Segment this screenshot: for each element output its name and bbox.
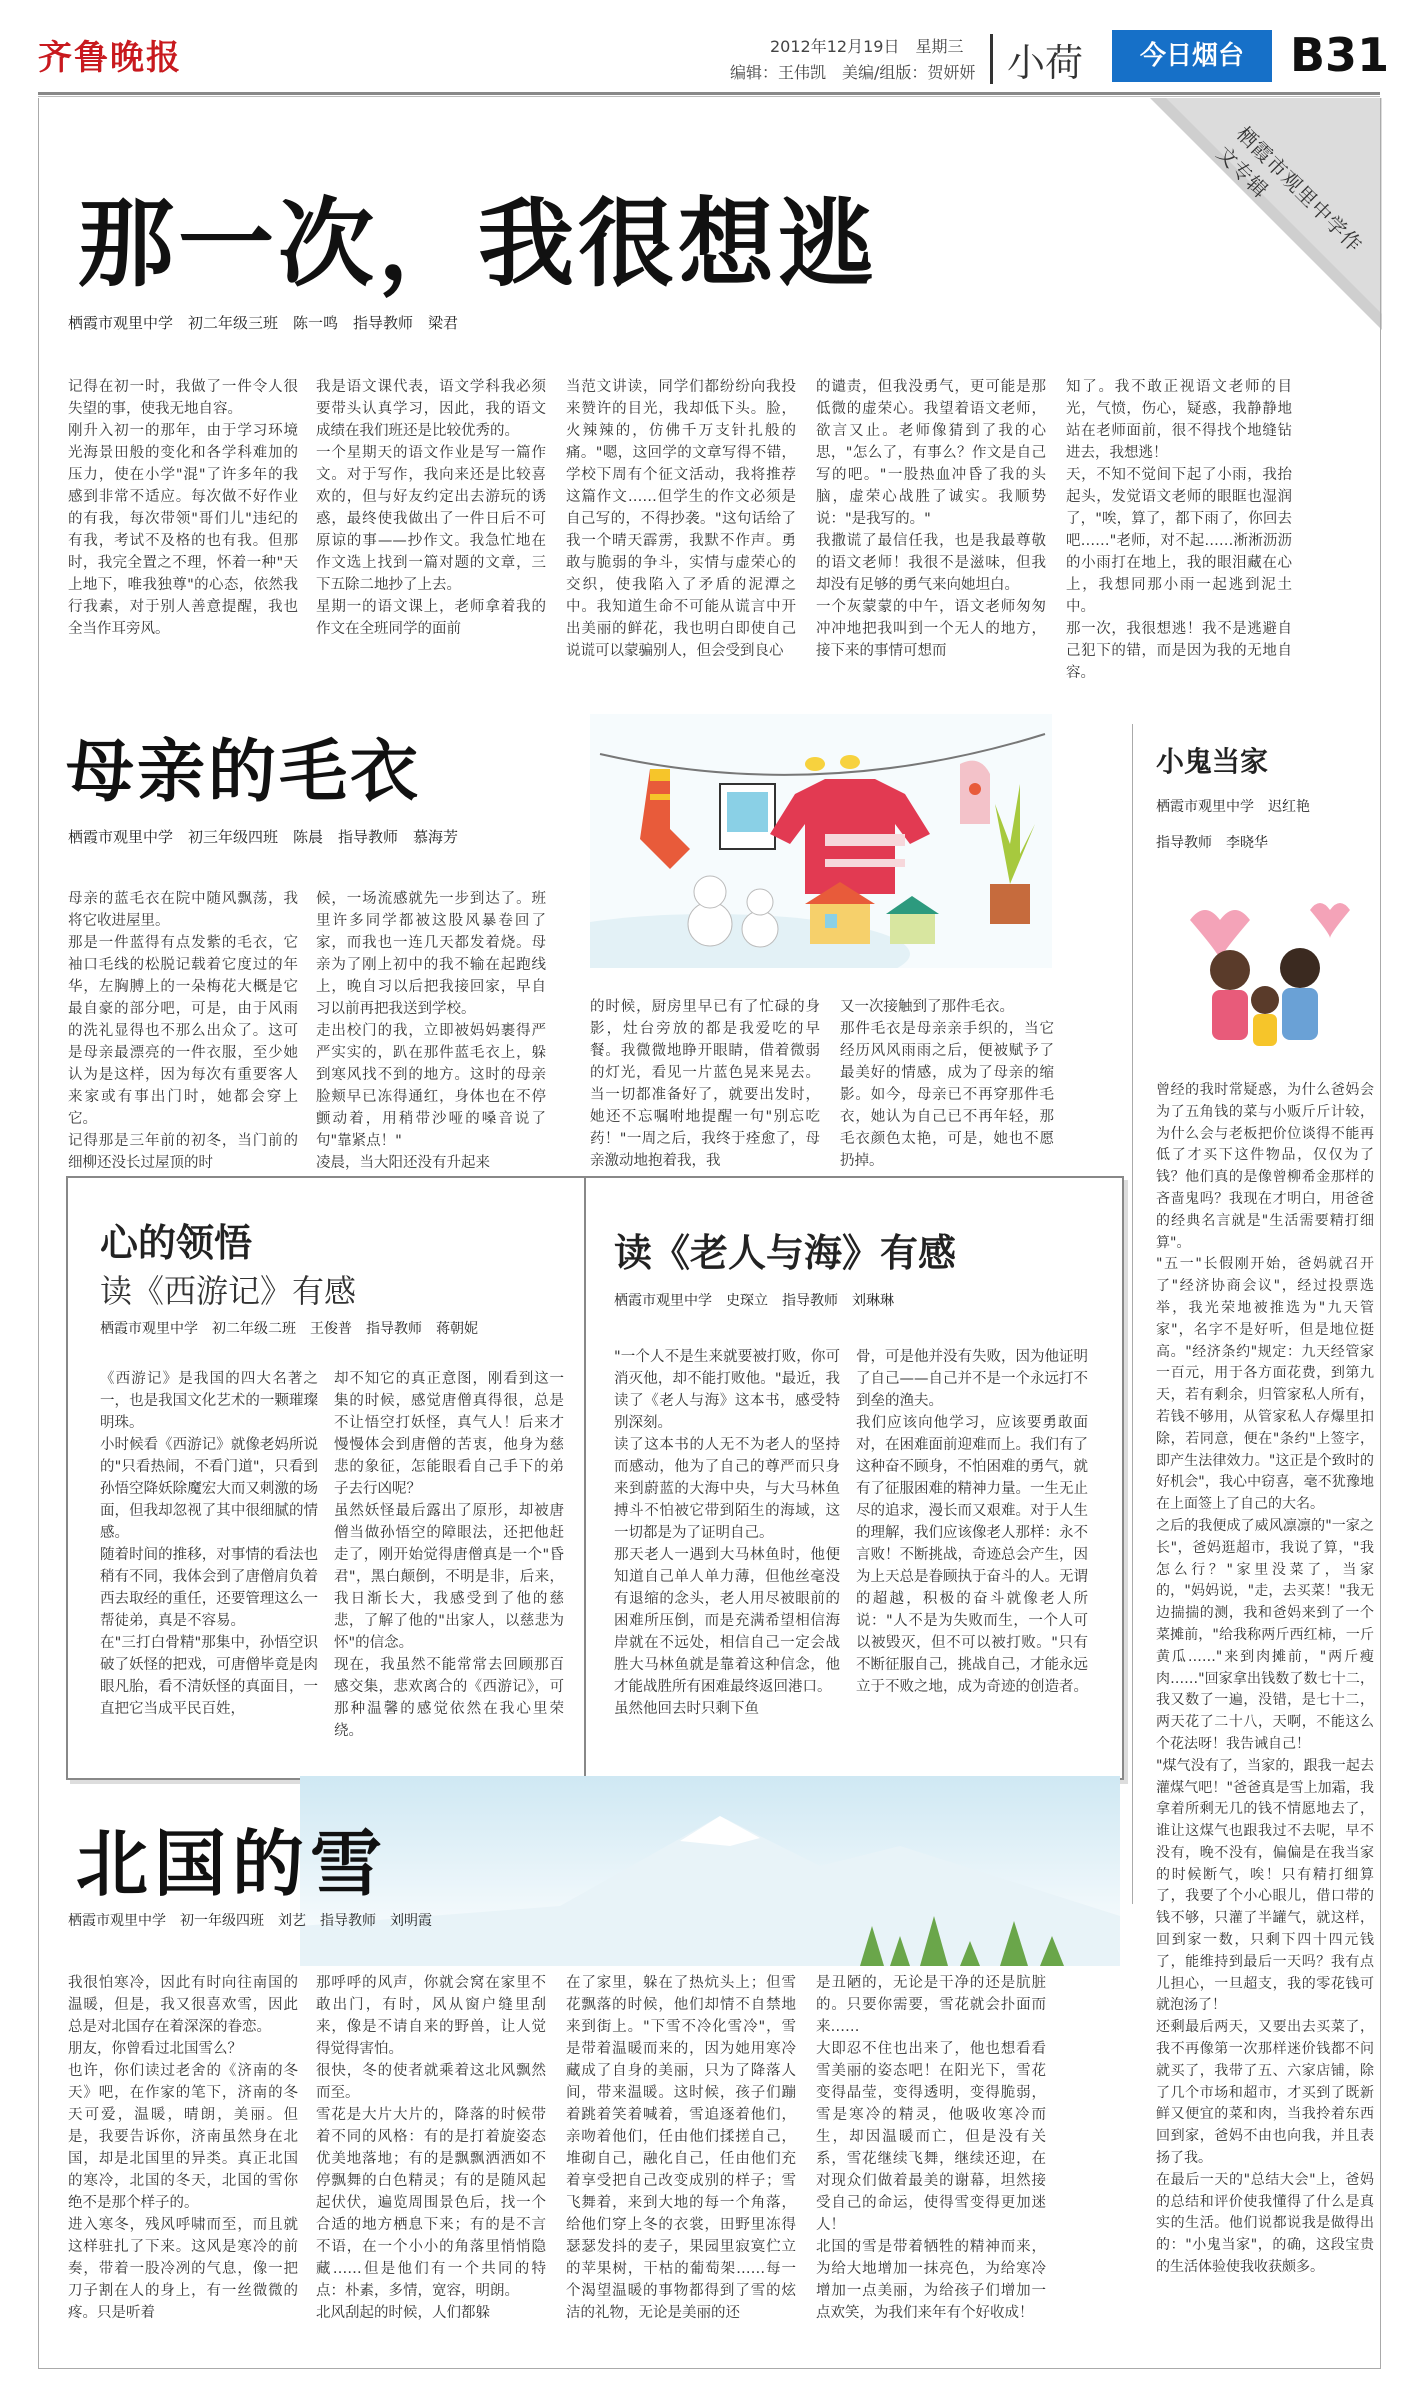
issue-date: 2012年12月19日 星期三 <box>770 37 964 56</box>
article-byline-teacher: 指导教师 李晓华 <box>1156 835 1268 851</box>
article-title: 北国的雪 <box>76 1821 389 1906</box>
page-border-right <box>1380 98 1381 2368</box>
article-column: 又一次接触到了那件毛衣。 那件毛衣是母亲亲手织的，当它经历风风雨雨之后，便被赋予了最美好的情感，成为了母亲的缩影。如今，母亲已不再穿那件毛衣，她认为自己已不再年轻，那毛衣颜色太艳，可是，她也不愿扔掉。 <box>840 999 1054 1169</box>
page-border-bottom <box>38 2368 1381 2369</box>
article-byline: 栖霞市观里中学 初一年级四班 刘艺 指导教师 刘明霞 <box>68 1913 432 1929</box>
mitten-icon <box>960 761 990 824</box>
article-column: 的谴责，但我没勇气，更可能是那低微的虚荣心。我望着语文老师，欲言又止。老师像猜到了我的心思，"怎么了，有事么？作文是自己写的吧。"一股热血冲昏了我的头脑，虚荣心战胜了诚实。我顺势说："是我写的。" 我撒谎了最信任我，也是我最尊敬的语文老师！我很不是滋味，但我却没有足够的勇气来向她坦白。 一个灰蒙蒙的中午，语文老师匆匆冲冲地把我叫到一个无人的地方，接下来的事情可想而 <box>816 379 1046 659</box>
article-column: 我很怕寒冷，因此有时向往南国的温暖，但是，我又很喜欢雪，因此总是对北国存在着深深的眷恋。 朋友，你曾看过北国雪么？ 也许，你们读过老舍的《济南的冬天》吧，在作家的笔下，济南的冬天可爱，温暖，晴朗，美丽。但是，我要告诉你，济南虽然身在北国，却是北国里的异类。真正北国的寒冷，北国的冬天，北国的雪你绝不是那个样子的。 进入寒冬，残风呼啸而至，而且就这样驻扎了下来。这风是寒冷的前奏，带着一股冷冽的气息，像一把刀子割在人的身上，有一丝微微的疼。只是听着 <box>68 1975 298 2321</box>
header-divider <box>990 34 993 84</box>
article-byline: 栖霞市观里中学 迟红艳 <box>1156 799 1310 815</box>
article-title: 心的领悟 <box>100 1221 253 1265</box>
article-byline: 栖霞市观里中学 初二年级三班 陈一鸣 指导教师 梁君 <box>68 314 459 332</box>
header-rule-thin <box>38 96 1380 97</box>
photo-icon <box>720 784 775 849</box>
article-column: "一个人不是生来就要被打败，你可消灭他，却不能打败他。"最近，我读了《老人与海》这本书，感受特别深刻。 读了这本书的人无不为老人的坚持而感动，他为了自己的尊严而只身来到蔚蓝的大海中央，与大马林鱼搏斗不怕被它带到陌生的海域，这一切都是为了证明自己。 那天老人一遇到大马林鱼时，他便知道自己单人单力薄，但他丝毫没有退缩的念头，老人用尽被眼前的困难所压倒，而是充满希望相信海岸就在不远处，相信自己一定会战胜大马林鱼就是靠着这种信念，他才能战胜所有困难最终返回港口。 虽然他回去时只剩下鱼 <box>614 1349 840 1717</box>
article-column: 知了。我不敢正视语文老师的目光，气愤，伤心，疑惑，我静静地站在老师面前，很不得找个地缝钻进去，我想逃！ 天，不知不觉间下起了小雨，我抬起头，发觉语文老师的眼眶也湿润了，"唉，算了，都下雨了，你回去吧……"老师，对不起……淅淅沥沥的小雨打在地上，我的眼泪藏在心上，我想同那小雨一起逃到泥土中。 那一次，我很想逃！我不是逃避自己犯下的错，而是因为我的无地自容。 <box>1066 379 1292 681</box>
page-border-left <box>38 98 39 2368</box>
article-column: 《西游记》是我国的四大名著之一，也是我国文化艺术的一颗璀璨明珠。 小时候看《西游记》就像老妈所说的"只看热闹，不看门道"，只看到孙悟空降妖除魔宏大而又刺激的场面，但我却忽视了其中很细腻的情感。 随着时间的推移，对事情的看法也稍有不同，我体会到了唐僧肩负着西去取经的重任，还要管理这么一帮徒弟，真是不容易。 在"三打白骨精"那集中，孙悟空识破了妖怪的把戏，可唐僧毕竟是肉眼凡胎，看不清妖怪的真面目，一直把它当成平民百姓， <box>100 1371 318 1717</box>
article-column: 记得在初一时，我做了一件令人很失望的事，使我无地自容。 刚升入初一的那年，由于学习环境光海景田般的变化和各学科难加的压力，使在小学"混"了许多年的我感到非常不适应。每次做不好作业的有我，每次带领"哥们儿"违纪的有我，考试不及格的也有我。但那时，我完全置之不理，怀着一种"天上地下，唯我独尊"的心态，依然我行我素，对于别人善意提醒，我也全当作耳旁风。 <box>68 379 298 637</box>
masthead-logo: 齐鲁晚报 <box>38 38 182 78</box>
article-column: 在了家里，躲在了热炕头上；但雪花飘落的时候，他们却情不自禁地来到街上。"下雪不冷化雪冷"，雪是带着温暖而来的，因为她用寒冷藏成了自身的美丽，只为了降落人间，带来温暖。这时候，孩子们蹦着跳着笑着喊着，雪追逐着他们，亲吻着他们，任由他们揉搓自己，堆砌自己，融化自己，任由他们充着享受把自己改变成别的样子；雪飞舞着，来到大地的每一个角落，给他们穿上冬的衣裳，田野里冻得瑟瑟发抖的麦子，果园里寂寞伫立的苹果树，干枯的葡萄架……每一个渴望温暖的事物都得到了雪的炫洁的礼物，无论是美丽的还 <box>566 1975 796 2321</box>
family-illustration <box>1160 880 1370 1060</box>
editor-credits: 编辑：王伟凯 美编/组版：贺妍妍 <box>730 63 976 82</box>
section-name: 小荷 <box>1007 41 1084 85</box>
winter-landscape-illustration <box>300 1776 1120 1966</box>
header-rule <box>38 92 1380 95</box>
article-column: 却不知它的真正意图，刚看到这一集的时候，感觉唐僧真得很，总是不让悟空打妖怪，真气人！后来才慢慢体会到唐僧的苦衷，他身为慈悲的象征，怎能眼看自己手下的弟子去行凶呢？ 虽然妖怪最后露出了原形，却被唐僧当做孙悟空的障眼法，还把他赶走了，刚开始觉得唐僧真是一个"昏君"，黑白颠倒，不明是非，后来，我日渐长大，我感受到了他的慈悲，了解了他的"出家人，以慈悲为怀"的信念。 现在，我虽然不能常常去回顾那百感交集，悲欢离合的《西游记》，可那种温馨的感觉依然在我心里荣绕。 <box>334 1371 564 1739</box>
article-byline: 栖霞市观里中学 初三年级四班 陈晨 指导教师 慕海芳 <box>68 828 459 846</box>
article-column: 曾经的我时常疑惑，为什么爸妈会为了五角钱的菜与小贩斤斤计较，为什么会与老板把价位谈得不能再低了才买下这件物品，仅仅为了钱？他们真的是像曾柳希金那样的吝啬鬼吗？我现在才明白，用爸爸的经典名言就是"生活需要精打细算"。 "五一"长假刚开始，爸妈就召开了"经济协商会议"，经过投票选举，我光荣地被推选为"九天管家"，名字不是好听，但是地位挺高。"经济条约"规定：九天经管家一百元，用于各方面花费，到第九天，若有剩余，归管家私人所有，若钱不够用，从管家私人存爆里扣除，若同意，便在"条约"上签字，即产生法律效力。"这正是个致时的好机会"，我心中窃喜，毫不犹豫地在上面签上了自己的大名。 之后的我便成了威风凛凛的"一家之长"，爸妈逛超市，我说了算，"我怎么行？"家里没菜了，当家的，"妈妈说，"走，去买菜！"我无边揣揣的测，我和爸妈来到了一个菜摊前，"给我称两斤西红柿，一斤黄瓜……"来到肉摊前，"两斤瘦肉……"回家拿出钱数了数七十二，我又数了一遍，没错，是七十二，两天花了二十八，天啊，不能这么个花法呀！我告诫自己！ "煤气没有了，当家的，跟我一起去灌煤气吧！"爸爸真是雪上加霜，我拿着所剩无几的钱不情愿地去了，谁让这煤气也跟我过不去呢，早不没有，晚不没有，偏偏是在我当家的时候断气，唉！只有精打细算了，我要了个小心眼儿，借口带的钱不够，只灌了半罐气，就这样，回到家一数，只剩下四十四元钱了，能维持到最后一天吗？我有点儿担心，一旦超支，我的零花钱可就泡汤了！ 还剩最后两天，又要出去买菜了，我不再像第一次那样迷价钱都不问就买了，我带了五、六家店铺，除了几个市场和超市，才买到了既新鲜又便宜的菜和肉，当我拎着东西回到家，爸妈不由也向我，并且表扬了我。 在最后一天的"总结大会"上，爸妈的总结和评价使我懂得了什么是真实的生活。他们说都说我是做得出的："小鬼当家"，的确，这段宝贵的生活体验使我收获颇多。 <box>1156 1082 1374 2276</box>
article-byline: 栖霞市观里中学 史琛立 指导教师 刘琳琳 <box>614 1293 894 1309</box>
article-column: 我是语文课代表，语文学科我必须要带头认真学习，因此，我的语文成绩在我们班还是比较优秀的。 一个星期天的语文作业是写一篇作文。对于写作，我向来还是比较喜欢的，但与好友约定出去游玩的诱惑，最终使我做出了一件日后不可原谅的事——抄作文。我急忙地在作文选上找到一篇对题的文章，三下五除二地抄了上去。 星期一的语文课上，老师拿着我的作文在全班同学的面前 <box>316 379 546 637</box>
article-title: 母亲的毛衣 <box>66 732 422 812</box>
article-column: 那呼呼的风声，你就会窝在家里不敢出门，有时，风从窗户缝里刮来，像是不请自来的野兽，让人觉得觉得害怕。 很快，冬的使者就乘着这北风飘然而至。 雪花是大片大片的，降落的时候带着不同的风格：有的是打着旋姿态优美地落地；有的是飘飘洒洒如不停飘舞的白色精灵；有的是随风起起伏伏，遍览周围景色后，找一个合适的地方栖息下来；有的是不言不语，在一个小小的角落里悄悄隐藏……但是他们有一个共同的特点：朴素，多情，宽容，明朗。 北风刮起的时候，人们都躲 <box>316 1975 546 2321</box>
corner-banner-text: 栖霞市观里中学作文专辑 <box>1211 121 1368 258</box>
article-column: 候，一场流感就先一步到达了。班里许多同学都被这股风暴卷回了家，而我也一连几天都发着烧。母亲为了刚上初中的我不输在起跑线上，晚自习以后把我接回家，早自习以前再把我送到学校。 走出校门的我，立即被妈妈裹得严严实实的，趴在那件蓝毛衣上，躲到寒风找不到的地方。这时的母亲脸颊早已冻得通红，身体也在不停颤动着，用稍带沙哑的嗓音说了句"靠紧点！" 凌晨，当大阳还没有升起来 <box>316 891 546 1171</box>
page-number: B31 <box>1290 28 1390 82</box>
article-title: 读《老人与海》有感 <box>614 1231 957 1275</box>
article-column: 母亲的蓝毛衣在院中随风飘荡，我将它收进屋里。 那是一件蓝得有点发紫的毛衣，它袖口毛线的松脱记载着它度过的年华，左胸膊上的一朵梅花大概是它最自豪的部分吧，可是，由于风雨的洗礼显得也不那么出众了。这可是母亲最漂亮的一件衣服，至少她认为是这样，因为每次有重要客人来家或有事出门时，她都会穿上它。 记得那是三年前的初冬，当门前的细柳还没长过屋顶的时 <box>68 891 298 1171</box>
article-column: 是丑陋的，无论是干净的还是肮脏的。只要你需要，雪花就会扑面而来…… 大即忍不住也出来了，他也想看看雪美丽的姿态吧！在阳光下，雪花变得晶莹，变得透明，变得脆弱，雪是寒冷的精灵，他吸收寒冷而生，却因温暖而亡，但是没有关系，雪花继续飞舞，继续还迎，在对现众们做着最美的谢幕，坦然接受自己的命运，使得雪变得更加迷人！ 北国的雪是带着牺牲的精神而来，为给大地增加一抹亮色，为给寒冷增加一点美丽，为给孩子们增加一点欢笑，为我们来年有个好收成！ <box>816 1975 1046 2321</box>
article-byline: 栖霞市观里中学 初二年级二班 王俊普 指导教师 蒋朝妮 <box>100 1321 478 1337</box>
article-subtitle: 读《西游记》有感 <box>100 1272 357 1310</box>
article-column: 当范文讲读，同学们都纷纷向我投来赞许的目光，我却低下头。脸，火辣辣的，仿佛千万支针扎般的痛。"嗯，这回学的文章写得不错，学校下周有个征文活动，我将推荐这篇作文……但学生的作文必须是自己写的，不得抄袭。"这句话给了我一个晴天霹雳，我默不作声。勇敢与脆弱的争斗，实情与虚荣心的交织，使我陷入了矛盾的泥潭之中。我知道生命不可能从谎言中开出美丽的鲜花，我也明白即使自己说谎可以蒙骗别人，但会受到良心 <box>566 379 796 659</box>
clothesline-illustration <box>590 714 1052 968</box>
article-title: 那一次，我很想逃 <box>78 187 878 300</box>
article-title: 小鬼当家 <box>1156 745 1269 778</box>
column-separator <box>1132 724 1133 1904</box>
article-column: 的时候，厨房里早已有了忙碌的身影，灶台旁放的都是我爱吃的早餐。我微微地睁开眼睛，借着微弱的灯光，看见一片蓝色晃来晃去。当一切都准备好了，就要出发时，她还不忘嘱咐地提醒一句"别忘吃药！"一周之后，我终于痊愈了，母亲激动地抱着我，我 <box>590 999 820 1169</box>
article-column: 骨，可是他并没有失败，因为他证明了自己——自己并不是一个永远打不到垒的渔夫。 我们应该向他学习，应该要勇敢面对，在困难面前迎难而上。我们有了这种奋不顾身，不怕困难的勇气，就有了征服困难的精神力量。一生无止尽的追求，漫长而又艰难。对于人生的理解，我们应该像老人那样：永不言败！不断挑战，奇迹总会产生，因为上天总是眷顾执于奋斗的人。无谓的超越，积极的奋斗就像老人所说："人不是为失败而生，一个人可以被毁灭，但不可以被打败。"只有不断征服自己，挑战自己，才能永远立于不败之地，成为奇迹的创造者。 <box>856 1349 1088 1695</box>
edition-label: 今日烟台 <box>1112 30 1272 82</box>
